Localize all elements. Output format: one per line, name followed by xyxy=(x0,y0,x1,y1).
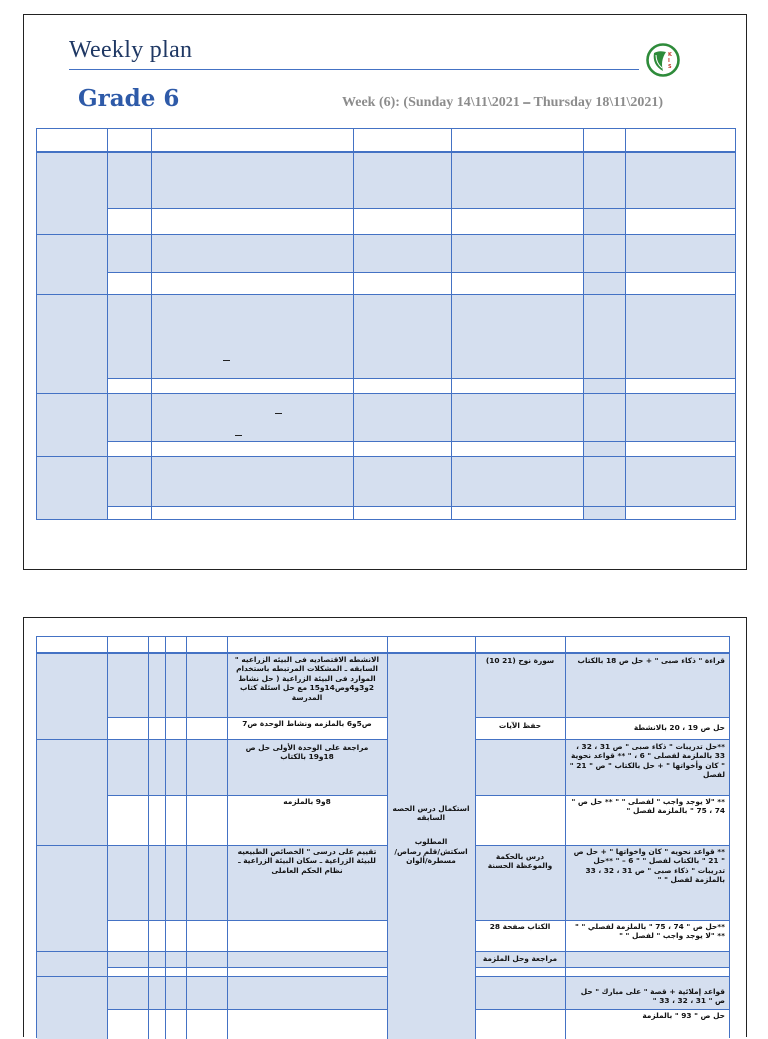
col-line xyxy=(151,129,152,519)
col-line xyxy=(353,129,354,519)
row-line xyxy=(37,294,735,295)
day-block-sunday xyxy=(37,153,735,208)
row-line xyxy=(475,951,729,952)
arabic-r8: قواعد إملائية + قصة " على مبارك " حل ص " 31 ، 32 ، 33 " xyxy=(580,987,725,1006)
day-block-monday xyxy=(37,234,735,272)
dash-mark xyxy=(235,435,242,436)
col-line xyxy=(475,637,476,1039)
religion-r1: سورة نوح (21 10) xyxy=(485,656,555,665)
social-r2: ص5و6 بالملزمه ونشاط الوحدة ص7 xyxy=(242,719,372,728)
arabic-r6: **حل ص " 74 ، 75 " بالملزمة لفصلي " " ** "لا يوجد واجب " لفصل " " xyxy=(575,922,725,941)
religion-r6: الكتاب صفحة 28 xyxy=(489,922,551,931)
row-line xyxy=(107,272,735,273)
page-2 xyxy=(23,617,747,1037)
col-line xyxy=(107,129,108,519)
materials-complete: استكمال درس الحصه السابقه xyxy=(392,804,470,823)
plan-table-1 xyxy=(36,128,736,520)
col-line xyxy=(165,637,166,1039)
title-underline xyxy=(69,69,639,70)
school-logo-icon xyxy=(646,43,680,77)
arabic-r5: ** قواعد نحويه " كان واخواتها " + حل ص " 21 " بالكتاب لفصل " " 6 – " **حل تدريبات " ذكاء صبى " ص 31 ، 32 ، 33 بالملزمة لفصل " " xyxy=(573,847,725,885)
col-line xyxy=(148,637,149,1039)
day-block-thursday xyxy=(37,456,735,506)
col-line xyxy=(387,637,388,1039)
row-line xyxy=(37,845,387,846)
sub-row xyxy=(475,967,729,976)
row-line xyxy=(107,506,735,507)
sub-row xyxy=(107,967,387,976)
social-r5: تقييم على درسى " الخصائص الطبيعيه للبيئة الزراعية ـ سكان البيئة الزراعية ـ نظام الحكم العاملى xyxy=(237,847,377,875)
row-line xyxy=(107,717,387,718)
row-line xyxy=(475,845,729,846)
table-header-row xyxy=(37,637,729,652)
row-line xyxy=(475,967,729,968)
day-block-monday-sub xyxy=(37,272,735,294)
sub-row xyxy=(107,920,387,951)
row-line xyxy=(37,976,387,977)
grade-heading: Grade 6 xyxy=(78,85,180,112)
page-title: Weekly plan xyxy=(69,37,193,63)
sub-row xyxy=(107,1009,387,1039)
col-line xyxy=(451,129,452,519)
row-line xyxy=(475,739,729,740)
social-r4: 8و9 بالملزمه xyxy=(283,797,331,806)
row-line xyxy=(107,920,387,921)
col-line xyxy=(186,637,187,1039)
row-line xyxy=(475,795,729,796)
religion-r5: درس بالحكمة والموعظة الحسنة xyxy=(487,852,553,871)
arabic-r3: **حل تدريبات " ذكاء صبى " ص 31 ، 32 ، 33 بالملزمة لفصلى " 6 ، " ** قواعد نحوية " كان وأخواتها " + حل بالكتاب " ص " 21 " لفصل xyxy=(569,742,725,780)
col-line xyxy=(583,129,584,519)
svg-text:I: I xyxy=(668,58,670,64)
row-line xyxy=(37,951,387,952)
row-line xyxy=(475,976,729,977)
week-end: Thursday 18\11\2021) xyxy=(530,95,664,110)
day-block-tuesday-sub xyxy=(37,378,735,393)
day-block-thursday-sub xyxy=(37,506,735,519)
day-block-sunday-sub xyxy=(37,208,735,234)
day-name-column xyxy=(37,153,107,519)
religion-r7: مراجعة وحل الملزمة xyxy=(482,954,558,963)
arabic-r2: حل ص 19 ، 20 بالانشطة xyxy=(633,723,725,732)
row-line xyxy=(107,1009,387,1010)
arabic-r4: ** "لا يوجد واجب " لفصلى " " ** حل ص " 74 ، 75 " بالملزمة لفصل " xyxy=(571,797,725,816)
materials-tools: اسكتش/قلم رصاص/مسطرة/ألوان xyxy=(394,847,468,866)
social-r1: الانشطه الاقتصاديه فى البيئه الزراعيه " السابقه ـ المشكلات المرتبطه باستخدام الموارد فى البيئة الزراعية ( حل نشاط 2و3و4وص14و15 مع حل اسئلة كتاب المدرسة xyxy=(234,655,380,702)
social-r3: مراجعة على الوحدة الأولى حل ص 18و19 بالكتاب xyxy=(245,743,369,762)
row-line xyxy=(107,967,387,968)
row-line xyxy=(37,456,735,457)
row-line xyxy=(107,208,735,209)
row-line xyxy=(107,795,387,796)
table-header-row xyxy=(37,129,735,151)
row-line xyxy=(37,234,735,235)
col-line xyxy=(107,637,108,1039)
dash-mark xyxy=(223,360,230,361)
row-line xyxy=(107,441,735,442)
page-1 xyxy=(23,14,747,570)
col-line xyxy=(565,637,566,1039)
row-line xyxy=(475,717,729,718)
col-line xyxy=(625,129,626,519)
svg-text:K: K xyxy=(668,52,672,58)
religion-r2: حفظ الآيات xyxy=(498,721,542,730)
row-line xyxy=(107,378,735,379)
week-range xyxy=(342,95,663,111)
svg-text:S: S xyxy=(668,64,672,70)
plan-table-2 xyxy=(36,636,730,1038)
day-block-wednesday xyxy=(37,393,735,441)
week-dash: – xyxy=(523,95,531,110)
arabic-r1: قراءة " ذكاء صبى " + حل ص 18 بالكتاب xyxy=(577,656,725,665)
row-line xyxy=(37,739,387,740)
dash-mark xyxy=(275,413,282,414)
col-line xyxy=(227,637,228,1039)
arabic-r9: حل ص " 93 " بالملزمة xyxy=(642,1011,725,1020)
row-line xyxy=(37,393,735,394)
day-block-tuesday xyxy=(37,294,735,378)
week-start: Week (6): (Sunday 14\11\2021 xyxy=(342,95,524,110)
row-line xyxy=(475,1009,729,1010)
row-line xyxy=(475,920,729,921)
materials-required: المطلوب xyxy=(414,837,448,846)
day-block-wednesday-sub xyxy=(37,441,735,456)
